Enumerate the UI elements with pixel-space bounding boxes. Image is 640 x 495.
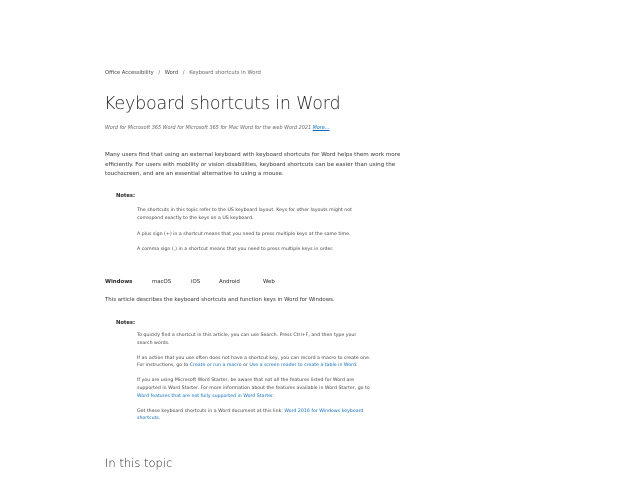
breadcrumb-word[interactable]: Word (164, 70, 179, 76)
notes-box (116, 193, 386, 254)
note-download-end: . (158, 416, 161, 422)
note-download-text: Get these keyboard shortcuts in a Word document at this link: (137, 408, 285, 414)
notes-box (116, 320, 386, 423)
tab-ios[interactable]: iOS (191, 279, 201, 285)
note-macro-or: or (241, 363, 250, 369)
create-macro-link[interactable]: Create or run a macro (189, 363, 242, 369)
notes-title: Notes: (116, 193, 136, 199)
note-starter-end: . (272, 393, 275, 399)
tab-description: This article describes the keyboard shortcuts and function keys in Word for Windows. (105, 297, 335, 303)
note-download (137, 408, 379, 424)
breadcrumb-office-accessibility[interactable]: Office Accessibility (105, 70, 154, 76)
note-starter-text: If you are using Microsoft Word Starter, be aware that not all the features listed for Word are supported in Word Starter. For more information about the features available in Word Starter, go to (137, 378, 370, 391)
note-macro-text: If an action that you use often does not have a shortcut key, you can record a macro to create one. For instructions, go to (137, 355, 371, 369)
notes-title: Notes: (116, 320, 136, 326)
tab-windows[interactable]: Windows (105, 279, 133, 285)
breadcrumb-current: Keyboard shortcuts in Word (189, 70, 261, 76)
breadcrumb (105, 70, 261, 76)
note-search: To quickly find a shortcut in this article, you can use Search. Press Ctrl+F, and then type your search words. (137, 333, 357, 346)
in-this-topic-heading: In this topic (105, 456, 173, 470)
note-word-starter (137, 377, 377, 400)
screen-reader-table-link[interactable]: Use a screen reader to create a table in Word (249, 363, 356, 369)
tab-android[interactable]: Android (219, 279, 240, 285)
applies-to (105, 125, 330, 131)
page-title: Keyboard shortcuts in Word (104, 94, 341, 114)
applies-to-more-link[interactable]: More... (312, 125, 330, 131)
breadcrumb-separator: / (158, 70, 161, 76)
tab-macos[interactable]: macOS (152, 279, 172, 285)
word-starter-link[interactable]: Word features that are not fully supported in Word Starter (137, 393, 273, 399)
tab-web[interactable]: Web (263, 279, 275, 285)
intro-paragraph: Many users find that using an external keyboard with keyboard shortcuts for Word helps them work more efficiently. For users with mobility or vision disabilities, keyboard shortcuts can be easier than using the touchscreen, and are an essential alternative to using a mouse. (105, 152, 401, 177)
applies-to-text: Word for Microsoft 365 Word for Microsoft 365 for Mac Word for the web Word 2021 (105, 125, 312, 131)
word-2016-shortcuts-link[interactable]: Word 2016 for Windows keyboard shortcuts (137, 408, 364, 422)
breadcrumb-separator: / (182, 70, 185, 76)
note-macro-end: . (355, 363, 358, 369)
note-plus-sign: A plus sign (+) in a shortcut means that you need to press multiple keys at the same time. (137, 231, 351, 237)
note-macro (137, 355, 379, 371)
note-comma-sign: A comma sign (,) in a shortcut means that you need to press multiple keys in order. (137, 247, 334, 253)
note-layout: The shortcuts in this topic refer to the US keyboard layout. Keys for other layouts might not correspond exactly to the keys on a US keyboard. (137, 208, 352, 221)
